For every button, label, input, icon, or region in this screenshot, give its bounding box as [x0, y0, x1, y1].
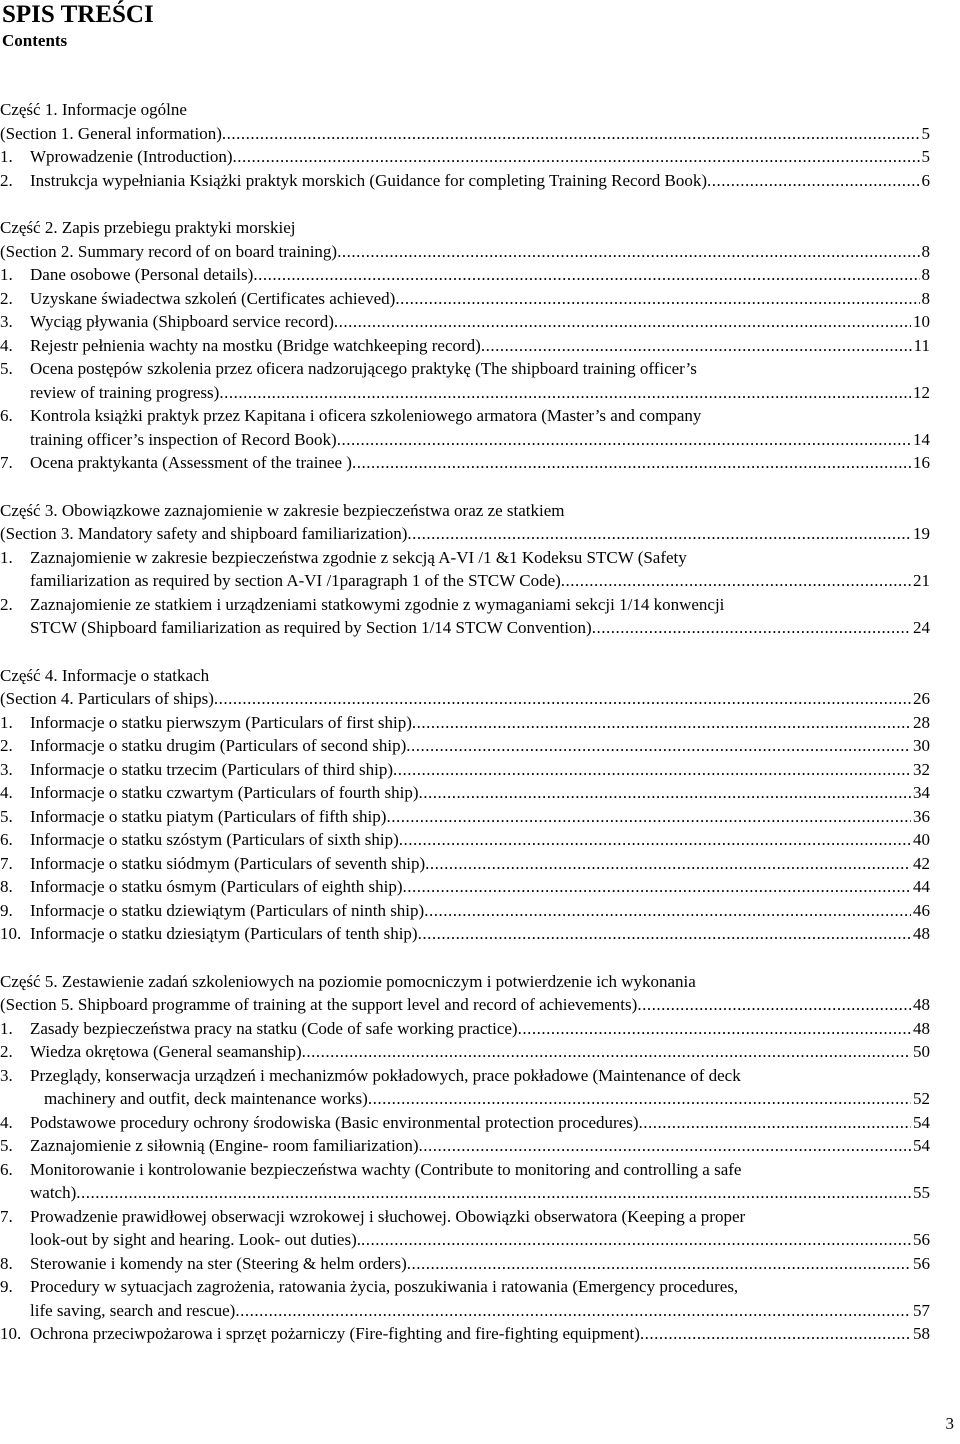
entry-second-line: [0, 1299, 930, 1323]
toc-entry[interactable]: [0, 899, 930, 923]
entry-first-line: [0, 1275, 930, 1299]
page-ref: 10: [913, 312, 930, 331]
dot-leader: [399, 828, 911, 852]
section-subheading: (Section 3. Mandatory safety and shipboard familiarization): [0, 524, 408, 543]
entry-number: 4.: [0, 335, 13, 355]
entry-first-line: [0, 1064, 930, 1088]
entry-title: Zaznajomienie z siłownią (Engine- room familiarization): [30, 1136, 419, 1155]
entry-first-line: [0, 357, 930, 381]
toc-entry[interactable]: [0, 546, 930, 593]
toc-section: [0, 499, 930, 640]
dot-leader: [76, 1181, 911, 1205]
toc-entry[interactable]: [0, 828, 930, 852]
toc-section: [0, 664, 930, 946]
entry-title: Podstawowe procedury ochrony środowiska (Basic environmental protection procedures): [30, 1112, 639, 1132]
dot-leader: [419, 781, 911, 805]
dot-leader: [235, 1299, 911, 1323]
page-ref: 5: [921, 123, 930, 143]
entry-title: Wprowadzenie (Introduction): [30, 147, 233, 166]
toc-entry[interactable]: [0, 758, 930, 782]
entry-title: Zaznajomienie w zakresie bezpieczeństwa zgodnie z sekcją A-VI /1 &1 Kodeksu STCW (Safety: [30, 547, 687, 567]
page-ref: 8: [921, 265, 930, 284]
dot-leader: [707, 169, 919, 193]
toc-section: [0, 216, 930, 475]
page-ref: 30: [913, 736, 930, 755]
toc-entry[interactable]: [0, 287, 930, 311]
toc-entry[interactable]: [0, 357, 930, 404]
page-ref: 50: [913, 1042, 930, 1061]
entry-title: Wyciąg pływania (Shipboard service record): [30, 312, 334, 331]
entry-title: Informacje o statku pierwszym (Particulars of first ship): [30, 712, 412, 732]
section-subheading-line: [0, 993, 930, 1017]
entry-title-continued: machinery and outfit, deck maintenance works): [44, 1089, 368, 1108]
toc-entry[interactable]: [0, 1322, 930, 1346]
entry-number: 3.: [0, 1065, 13, 1085]
entry-title: Ocena postępów szkolenia przez oficera nadzorującego praktykę (The shipboard training officer’s: [30, 359, 697, 378]
entry-number: 2.: [0, 288, 13, 308]
dot-leader: [637, 993, 911, 1017]
dot-leader: [337, 428, 911, 452]
entry-number: 7.: [0, 453, 13, 472]
entry-number: 2.: [0, 736, 13, 755]
page-ref: 28: [913, 712, 930, 732]
toc-entry[interactable]: [0, 451, 930, 475]
entry-title: Uzyskane świadectwa szkoleń (Certificates achieved): [30, 288, 396, 308]
entry-title: Wiedza okrętowa (General seamanship): [30, 1042, 302, 1061]
section-subheading: (Section 5. Shipboard programme of training at the support level and record of achievements): [0, 995, 638, 1014]
entry-number: 9.: [0, 1277, 13, 1296]
toc-entry[interactable]: [0, 1252, 930, 1276]
section-heading: Część 1. Informacje ogólne: [0, 100, 187, 119]
entry-number: 6.: [0, 1159, 13, 1179]
entry-title: Procedury w sytuacjach zagrożenia, ratowania życia, poszukiwania i ratowania (Emergency procedures,: [30, 1277, 739, 1296]
toc-entry[interactable]: [0, 1064, 930, 1111]
dot-leader: [214, 687, 911, 711]
section-subheading-line: [0, 687, 930, 711]
entry-number: 2.: [0, 170, 13, 190]
toc-entry[interactable]: [0, 734, 930, 758]
entry-number: 7.: [0, 853, 13, 873]
entry-title-continued: training officer’s inspection of Record Book): [30, 429, 337, 449]
entry-title: Informacje o statku piatym (Particulars of fifth ship): [30, 806, 387, 826]
dot-leader: [361, 1228, 911, 1252]
dot-leader: [386, 805, 911, 829]
entry-second-line: [0, 616, 930, 640]
entry-number: 6.: [0, 406, 13, 425]
entry-first-line: [0, 546, 930, 570]
page-ref: 21: [913, 571, 930, 590]
entry-second-line: [0, 569, 930, 593]
page-subtitle: Contents: [2, 31, 68, 50]
section-heading: Część 5. Zestawienie zadań szkoleniowych na poziomie pomocniczym i potwierdzenie ich wykonania: [0, 971, 696, 991]
entry-title: Informacje o statku szóstym (Particulars of sixth ship): [30, 830, 399, 849]
entry-number: 5.: [0, 1136, 13, 1155]
page-ref: 8: [921, 241, 930, 261]
entry-number: 1.: [0, 147, 13, 166]
page-ref: 26: [913, 689, 930, 708]
entry-number: 5.: [0, 806, 13, 826]
entry-first-line: [0, 593, 930, 617]
entry-number: 2.: [0, 594, 13, 614]
page-ref: 48: [913, 995, 930, 1014]
entry-title: Prowadzenie prawidłowej obserwacji wzrokowej i słuchowej. Obowiązki obserwatora (Keeping a proper: [30, 1206, 746, 1226]
page-ref: 34: [913, 783, 930, 802]
entry-first-line: [0, 1158, 930, 1182]
entry-second-line: [0, 1087, 930, 1111]
section-heading: Część 3. Obowiązkowe zaznajomienie w zakresie bezpieczeństwa oraz ze statkiem: [0, 500, 565, 520]
dot-leader: [253, 263, 919, 287]
entry-title-continued: look-out by sight and hearing. Look- out duties).: [30, 1230, 361, 1249]
page-ref: 32: [913, 759, 930, 779]
table-of-contents: [0, 98, 930, 1370]
dot-leader: [425, 852, 911, 876]
entry-number: 10.: [0, 1324, 22, 1343]
entry-number: 1.: [0, 547, 13, 567]
section-subheading: (Section 2. Summary record of on board training): [0, 241, 338, 261]
page-ref: 16: [913, 453, 930, 472]
entry-title: Monitorowanie i kontrolowanie bezpieczeństwa wachty (Contribute to monitoring and controlling a safe: [30, 1159, 742, 1179]
entry-second-line: [0, 381, 930, 405]
toc-entry[interactable]: [0, 1017, 930, 1041]
page-ref: 36: [913, 806, 930, 826]
toc-section: [0, 98, 930, 192]
page-ref: 46: [913, 900, 930, 920]
toc-entry[interactable]: [0, 593, 930, 640]
toc-entry[interactable]: [0, 169, 930, 193]
dot-leader: [393, 758, 911, 782]
section-subheading-line: [0, 240, 930, 264]
entry-title: Zaznajomienie ze statkiem i urządzeniami statkowymi zgodnie z wymaganiami sekcji 1/14 konwencji: [30, 594, 725, 614]
entry-title: Rejestr pełnienia wachty na mostku (Bridge watchkeeping record): [30, 335, 481, 355]
page-ref: 19: [913, 524, 930, 543]
page-ref: 8: [921, 288, 930, 308]
entry-title: Ocena praktykanta (Assessment of the trainee ): [30, 453, 352, 472]
toc-entry[interactable]: [0, 1205, 930, 1252]
toc-entry[interactable]: [0, 263, 930, 287]
entry-number: 1.: [0, 265, 13, 284]
entry-title-continued: review of training progress): [30, 382, 220, 402]
entry-title: Sterowanie i komendy na ster (Steering & helm orders): [30, 1253, 407, 1273]
toc-entry[interactable]: [0, 1275, 930, 1322]
dot-leader: [337, 240, 919, 264]
section-subheading-line: [0, 122, 930, 146]
section-subheading: (Section 1. General information): [0, 123, 222, 143]
dot-leader: [407, 1252, 911, 1276]
toc-entry[interactable]: [0, 310, 930, 334]
dot-leader: [395, 287, 919, 311]
dot-leader: [334, 310, 911, 334]
entry-second-line: [0, 1181, 930, 1205]
entry-title: Informacje o statku ósmym (Particulars of eighth ship): [30, 877, 403, 896]
toc-entry[interactable]: [0, 404, 930, 451]
dot-leader: [592, 616, 911, 640]
dot-leader: [424, 899, 911, 923]
dot-leader: [352, 451, 911, 475]
page-ref: 54: [913, 1112, 930, 1132]
toc-entry[interactable]: [0, 781, 930, 805]
page-ref: 5: [921, 147, 930, 166]
entry-title: Przeglądy, konserwacja urządzeń i mechanizmów pokładowych, prace pokładowe (Maintenance of deck: [30, 1065, 741, 1085]
dot-leader: [222, 122, 920, 146]
entry-number: 1.: [0, 1018, 13, 1038]
page-ref: 24: [913, 618, 930, 637]
page-ref: 6: [921, 170, 930, 190]
toc-entry[interactable]: [0, 1134, 930, 1158]
dot-leader: [561, 569, 911, 593]
dot-leader: [419, 1134, 912, 1158]
toc-entry[interactable]: [0, 1040, 930, 1064]
dot-leader: [640, 1322, 911, 1346]
dot-leader: [302, 1040, 911, 1064]
page-title: SPIS TREŚCI: [2, 1, 154, 28]
dot-leader: [368, 1087, 911, 1111]
entry-number: 4.: [0, 783, 13, 802]
dot-leader: [233, 145, 920, 169]
entry-number: 6.: [0, 830, 13, 849]
entry-number: 7.: [0, 1206, 13, 1226]
entry-first-line: [0, 1205, 930, 1229]
toc-entry[interactable]: [0, 711, 930, 735]
page-ref: 56: [913, 1230, 930, 1249]
entry-title-continued: STCW (Shipboard familiarization as required by Section 1/14 STCW Convention): [30, 618, 592, 637]
toc-section: [0, 970, 930, 1346]
page-ref: 42: [913, 853, 930, 873]
dot-leader: [412, 711, 911, 735]
toc-entry[interactable]: [0, 1111, 930, 1135]
page-ref: 48: [913, 924, 930, 943]
page-ref: 44: [913, 877, 930, 896]
page-ref: 55: [913, 1183, 930, 1202]
toc-entry[interactable]: [0, 852, 930, 876]
entry-title-continued: watch): [30, 1183, 77, 1202]
dot-leader: [403, 875, 912, 899]
page-ref: 14: [913, 429, 930, 449]
page-ref: 56: [913, 1253, 930, 1273]
toc-entry[interactable]: [0, 875, 930, 899]
toc-entry[interactable]: [0, 145, 930, 169]
page-ref: 11: [913, 335, 930, 355]
section-heading: Część 4. Informacje o statkach: [0, 665, 210, 685]
entry-number: 1.: [0, 712, 13, 732]
entry-title: Kontrola książki praktyk przez Kapitana i oficera szkoleniowego armatora (Master’s and company: [30, 406, 702, 425]
dot-leader: [518, 1017, 911, 1041]
section-subheading: (Section 4. Particulars of ships): [0, 689, 214, 708]
entry-number: 3.: [0, 759, 13, 779]
entry-title: Informacje o statku dziesiątym (Particulars of tenth ship): [30, 924, 418, 943]
entry-number: 2.: [0, 1042, 13, 1061]
entry-number: 10.: [0, 924, 22, 943]
toc-entry[interactable]: [0, 922, 930, 946]
dot-leader: [639, 1111, 911, 1135]
entry-number: 3.: [0, 312, 13, 331]
section-subheading-line: [0, 522, 930, 546]
entry-title: Zasady bezpieczeństwa pracy na statku (Code of safe working practice): [30, 1018, 518, 1038]
entry-second-line: [0, 1228, 930, 1252]
dot-leader: [481, 334, 912, 358]
toc-entry[interactable]: [0, 1158, 930, 1205]
page-ref: 12: [913, 382, 930, 402]
page-ref: 58: [913, 1324, 930, 1343]
page-number: 3: [945, 1414, 954, 1433]
entry-title-continued: life saving, search and rescue): [30, 1300, 236, 1320]
page-ref: 52: [913, 1089, 930, 1108]
entry-title: Informacje o statku trzecim (Particulars of third ship): [30, 759, 394, 779]
page-ref: 57: [913, 1300, 930, 1320]
entry-number: 4.: [0, 1112, 13, 1132]
entry-number: 9.: [0, 900, 13, 920]
entry-number: 8.: [0, 1253, 13, 1273]
toc-entry[interactable]: [0, 805, 930, 829]
entry-title: Informacje o statku czwartym (Particulars of fourth ship): [30, 783, 419, 802]
page-ref: 48: [913, 1018, 930, 1038]
dot-leader: [219, 381, 911, 405]
page-ref: 40: [913, 830, 930, 849]
dot-leader: [407, 522, 911, 546]
page-ref: 54: [913, 1136, 930, 1155]
entry-title: Informacje o statku dziewiątym (Particulars of ninth ship): [30, 900, 425, 920]
section-heading: Część 2. Zapis przebiegu praktyki morskiej: [0, 218, 296, 237]
entry-first-line: [0, 404, 930, 428]
dot-leader: [418, 922, 911, 946]
dot-leader: [406, 734, 911, 758]
entry-title: Instrukcja wypełniania Książki praktyk morskich (Guidance for completing Training Record Book): [30, 170, 708, 190]
entry-title: Dane osobowe (Personal details): [30, 265, 254, 284]
entry-number: 8.: [0, 877, 13, 896]
entry-second-line: [0, 428, 930, 452]
toc-entry[interactable]: [0, 334, 930, 358]
entry-title: Informacje o statku siódmym (Particulars of seventh ship): [30, 853, 426, 873]
entry-title: Informacje o statku drugim (Particulars of second ship): [30, 736, 407, 755]
entry-number: 5.: [0, 359, 13, 378]
entry-title-continued: familiarization as required by section A-VI /1paragraph 1 of the STCW Code): [30, 571, 561, 590]
entry-title: Ochrona przeciwpożarowa i sprzęt pożarniczy (Fire-fighting and fire-fighting equipment): [30, 1324, 640, 1343]
